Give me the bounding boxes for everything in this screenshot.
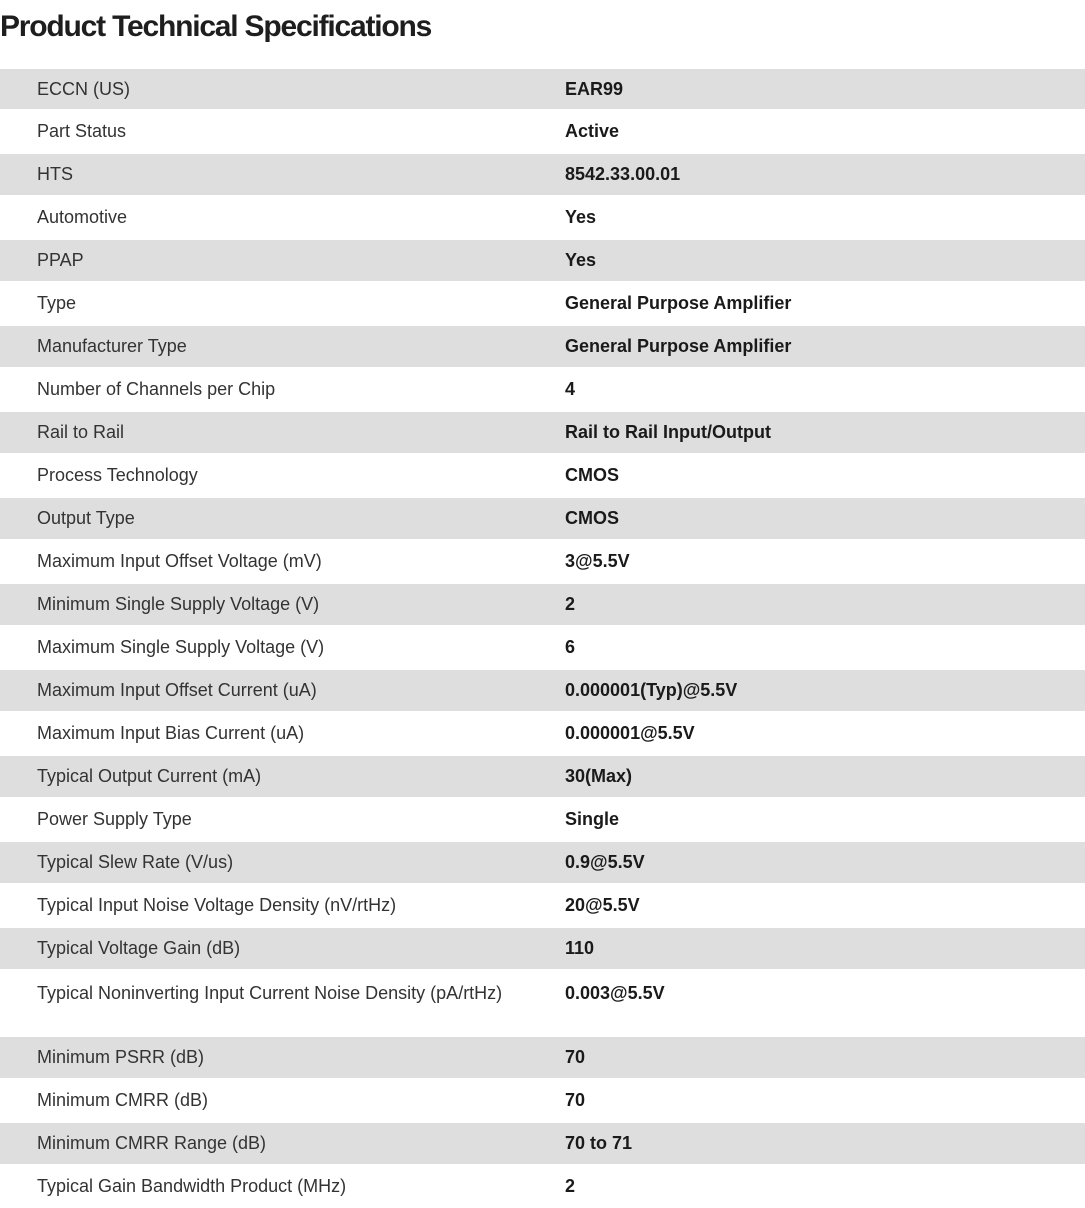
table-row bbox=[0, 841, 1085, 884]
spec-value: Rail to Rail Input/Output bbox=[565, 411, 1085, 454]
table-row bbox=[0, 669, 1085, 712]
spec-value: CMOS bbox=[565, 454, 1085, 497]
spec-value: Yes bbox=[565, 196, 1085, 239]
spec-name: Typical Slew Rate (V/us) bbox=[0, 841, 565, 884]
table-row bbox=[0, 368, 1085, 411]
table-row bbox=[0, 239, 1085, 282]
spec-name: Automotive bbox=[0, 196, 565, 239]
spec-value: 70 to 71 bbox=[565, 1122, 1085, 1165]
spec-value: Yes bbox=[565, 239, 1085, 282]
spec-value: CMOS bbox=[565, 497, 1085, 540]
table-row bbox=[0, 153, 1085, 196]
spec-name: Typical Noninverting Input Current Noise Density (pA/rtHz) bbox=[0, 970, 565, 1036]
table-row bbox=[0, 755, 1085, 798]
spec-value: General Purpose Amplifier bbox=[565, 282, 1085, 325]
spec-name: Minimum Single Supply Voltage (V) bbox=[0, 583, 565, 626]
spec-name: Number of Channels per Chip bbox=[0, 368, 565, 411]
spec-value: 110 bbox=[565, 927, 1085, 970]
spec-name: HTS bbox=[0, 153, 565, 196]
spec-value: 30(Max) bbox=[565, 755, 1085, 798]
table-row bbox=[0, 411, 1085, 454]
spec-name: Rail to Rail bbox=[0, 411, 565, 454]
table-row bbox=[0, 454, 1085, 497]
spec-value: 2 bbox=[565, 583, 1085, 626]
spec-table bbox=[0, 69, 1085, 1208]
spec-value: General Purpose Amplifier bbox=[565, 325, 1085, 368]
spec-name: Typical Input Noise Voltage Density (nV/rtHz) bbox=[0, 884, 565, 927]
table-row bbox=[0, 970, 1085, 1036]
spec-name: Maximum Input Offset Current (uA) bbox=[0, 669, 565, 712]
spec-value: 8542.33.00.01 bbox=[565, 153, 1085, 196]
spec-value: 2 bbox=[565, 1165, 1085, 1208]
table-row bbox=[0, 540, 1085, 583]
spec-value: 0.000001(Typ)@5.5V bbox=[565, 669, 1085, 712]
table-row bbox=[0, 497, 1085, 540]
table-row bbox=[0, 712, 1085, 755]
spec-value: 6 bbox=[565, 626, 1085, 669]
table-row bbox=[0, 1165, 1085, 1208]
spec-name: PPAP bbox=[0, 239, 565, 282]
table-row bbox=[0, 927, 1085, 970]
spec-value: 0.9@5.5V bbox=[565, 841, 1085, 884]
spec-value: 70 bbox=[565, 1036, 1085, 1079]
spec-value: EAR99 bbox=[565, 69, 1085, 110]
spec-name: Typical Voltage Gain (dB) bbox=[0, 927, 565, 970]
table-row bbox=[0, 1079, 1085, 1122]
page-title: Product Technical Specifications bbox=[0, 10, 432, 43]
spec-name: Minimum CMRR (dB) bbox=[0, 1079, 565, 1122]
spec-value: Single bbox=[565, 798, 1085, 841]
table-row bbox=[0, 583, 1085, 626]
spec-value: Active bbox=[565, 110, 1085, 153]
spec-value: 70 bbox=[565, 1079, 1085, 1122]
table-row bbox=[0, 196, 1085, 239]
table-row bbox=[0, 282, 1085, 325]
table-row bbox=[0, 1122, 1085, 1165]
table-row bbox=[0, 626, 1085, 669]
spec-value: 4 bbox=[565, 368, 1085, 411]
spec-name: Maximum Single Supply Voltage (V) bbox=[0, 626, 565, 669]
spec-name: Power Supply Type bbox=[0, 798, 565, 841]
spec-name: Manufacturer Type bbox=[0, 325, 565, 368]
spec-value: 0.000001@5.5V bbox=[565, 712, 1085, 755]
table-row bbox=[0, 1036, 1085, 1079]
table-row bbox=[0, 69, 1085, 110]
spec-name: ECCN (US) bbox=[0, 69, 565, 110]
spec-name: Maximum Input Offset Voltage (mV) bbox=[0, 540, 565, 583]
table-row bbox=[0, 325, 1085, 368]
spec-value: 0.003@5.5V bbox=[565, 970, 1085, 1036]
spec-value: 3@5.5V bbox=[565, 540, 1085, 583]
spec-name: Type bbox=[0, 282, 565, 325]
table-row bbox=[0, 884, 1085, 927]
spec-name: Maximum Input Bias Current (uA) bbox=[0, 712, 565, 755]
spec-name: Minimum CMRR Range (dB) bbox=[0, 1122, 565, 1165]
spec-name: Part Status bbox=[0, 110, 565, 153]
spec-value: 20@5.5V bbox=[565, 884, 1085, 927]
table-row bbox=[0, 110, 1085, 153]
spec-name: Output Type bbox=[0, 497, 565, 540]
spec-name: Typical Gain Bandwidth Product (MHz) bbox=[0, 1165, 565, 1208]
table-row bbox=[0, 798, 1085, 841]
spec-name: Typical Output Current (mA) bbox=[0, 755, 565, 798]
spec-name: Process Technology bbox=[0, 454, 565, 497]
spec-name: Minimum PSRR (dB) bbox=[0, 1036, 565, 1079]
